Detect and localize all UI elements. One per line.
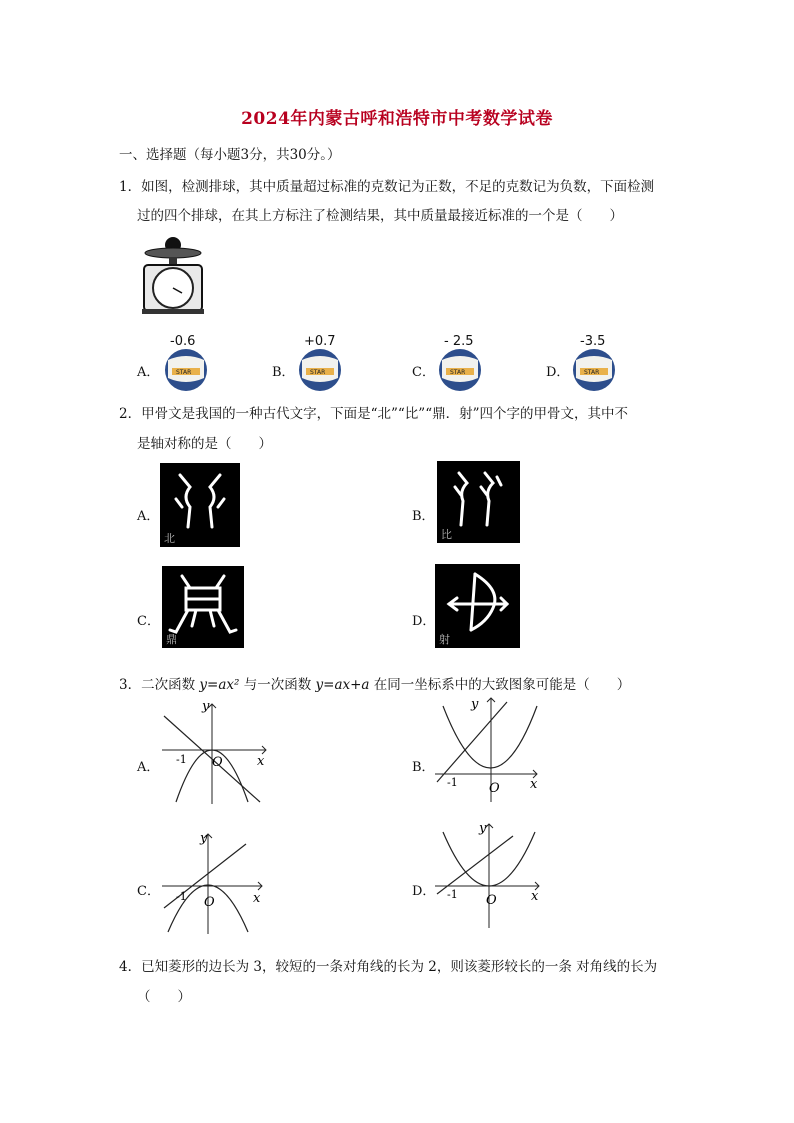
q1-option-d-value: -3.5 xyxy=(580,334,606,349)
graph-c xyxy=(160,828,270,938)
oracle-caption: 鼎 xyxy=(166,633,177,646)
oracle-caption: 射 xyxy=(439,633,450,646)
oracle-caption: 北 xyxy=(164,532,175,545)
q3-option-d-label: D． xyxy=(412,884,436,899)
q4-text-line1: 4．已知菱形的边长为 3，较短的一条对角线的长为 2，则该菱形较长的一条 对角线的长为 xyxy=(119,959,658,975)
axis-x-label: x xyxy=(253,891,261,906)
svg-text:STAR: STAR xyxy=(176,369,192,376)
q3-option-c-label: C． xyxy=(137,884,160,899)
section-heading: 一、选择题（每小题3分，共30分。） xyxy=(119,147,341,163)
q2-text-line1: 2．甲骨文是我国的一种古代文字，下面是“北”“比”“鼎．射”四个字的甲骨文，其中不 xyxy=(119,406,628,422)
q1-option-c-value: - 2.5 xyxy=(444,334,474,349)
q1-option-b-label: B． xyxy=(272,365,295,380)
q2-option-a-label: A． xyxy=(137,509,160,524)
q1-text-line1: 1．如图，检测排球，其中质量超过标准的克数记为正数，不足的克数记为负数，下面检测 xyxy=(119,179,655,195)
q3-option-a-label: A． xyxy=(137,760,160,775)
axis-x-label: x xyxy=(530,777,538,792)
volleyball-icon xyxy=(568,348,620,392)
q3-eq-linear: y=ax+a xyxy=(315,677,370,693)
graph-a xyxy=(158,698,273,808)
svg-text:STAR: STAR xyxy=(310,369,326,376)
q1-option-a-label: A． xyxy=(137,365,160,380)
q2-option-d-label: D． xyxy=(412,614,436,629)
oracle-bone-she-icon xyxy=(435,564,520,648)
oracle-bone-ding-icon xyxy=(162,566,244,648)
axis-y-label: y xyxy=(202,699,210,714)
tick-label: -1 xyxy=(447,888,458,901)
graph-b xyxy=(433,694,545,806)
q1-text-line2: 过的四个排球，在其上方标注了检测结果，其中质量最接近标准的一个是（ ） xyxy=(137,208,623,224)
q1-option-b-value: +0.7 xyxy=(304,334,336,349)
page-title: 2024年内蒙古呼和浩特市中考数学试卷 xyxy=(241,109,553,129)
q1-option-d-label: D． xyxy=(546,365,570,380)
oracle-bone-bei-icon xyxy=(160,463,240,547)
axis-x-label: x xyxy=(257,754,265,769)
tick-label: -1 xyxy=(176,753,187,766)
q1-option-c-label: C． xyxy=(412,365,435,380)
q3-text-line1 xyxy=(119,675,630,695)
origin-label: O xyxy=(212,755,223,770)
q4-text-line2: （ ） xyxy=(137,989,191,1005)
q3-text-b: 与一次函数 xyxy=(239,677,316,693)
volleyball-icon xyxy=(160,348,212,392)
q2-option-b-label: B． xyxy=(412,509,435,524)
svg-text:STAR: STAR xyxy=(450,369,466,376)
tick-label: -1 xyxy=(447,776,458,789)
oracle-bone-bi-icon xyxy=(437,461,520,543)
q3-option-b-label: B． xyxy=(412,760,435,775)
q3-eq-quadratic: y=ax² xyxy=(199,677,240,693)
origin-label: O xyxy=(489,781,500,796)
tick-label: -1 xyxy=(176,890,187,903)
axis-y-label: y xyxy=(479,821,487,836)
q2-text-line2: 是轴对称的是（ ） xyxy=(137,436,272,452)
q1-option-a-value: -0.6 xyxy=(170,334,196,349)
origin-label: O xyxy=(204,895,215,910)
axis-x-label: x xyxy=(531,889,539,904)
origin-label: O xyxy=(486,893,497,908)
q3-text-a: 3．二次函数 xyxy=(119,677,200,693)
volleyball-icon xyxy=(294,348,346,392)
axis-y-label: y xyxy=(200,831,208,846)
graph-d xyxy=(433,820,545,932)
q2-option-c-label: C． xyxy=(137,614,160,629)
scale-icon xyxy=(138,233,208,315)
axis-y-label: y xyxy=(471,697,479,712)
volleyball-icon xyxy=(434,348,486,392)
q3-text-c: 在同一坐标系中的大致图象可能是（ ） xyxy=(369,677,631,693)
oracle-caption: 比 xyxy=(441,528,452,541)
svg-text:STAR: STAR xyxy=(584,369,600,376)
